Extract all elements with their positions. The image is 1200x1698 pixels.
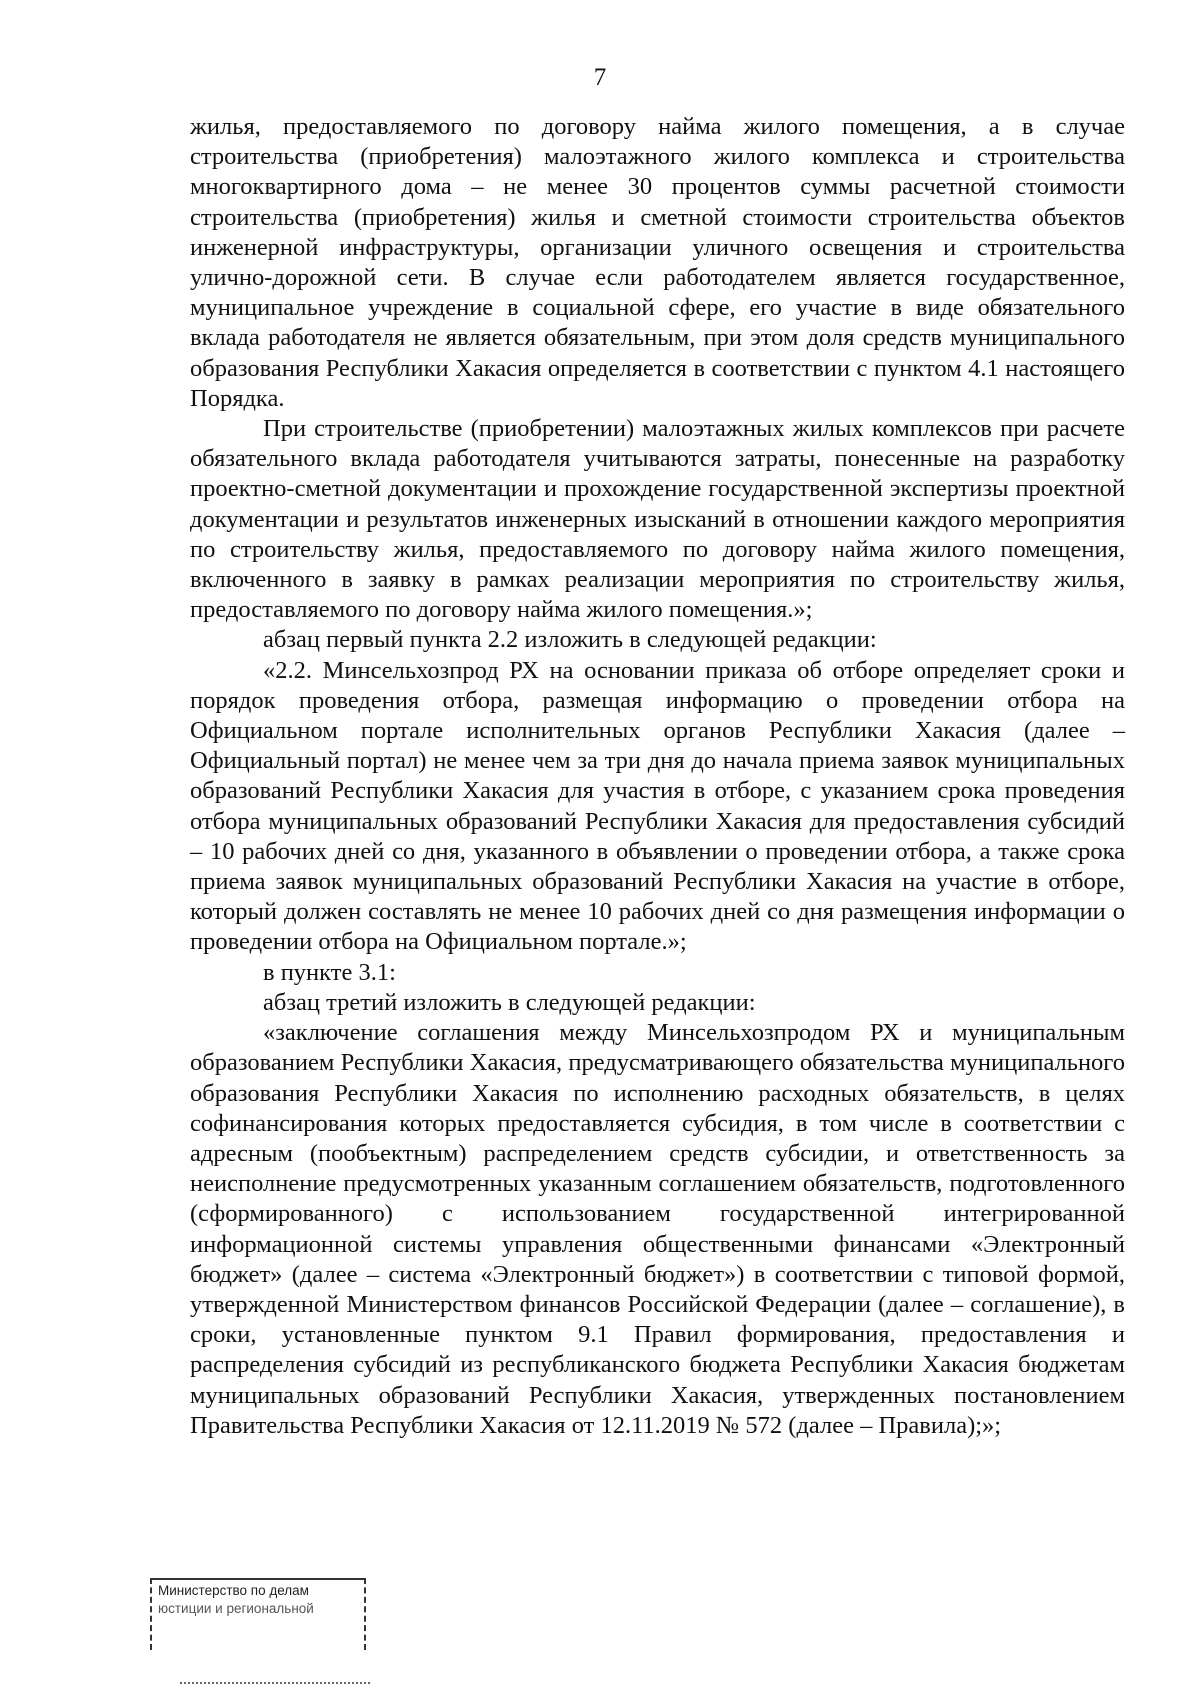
paragraph: абзац третий изложить в следующей редакции: (263, 988, 756, 1016)
paragraph: «заключение соглашения между Минсельхозпродом РХ и муниципальным образованием Республики Хакасия, предусматривающего обязательства муниципального образования Республики Хакасия по исполнению расходных обязательств, в целях софинансирования которых предоставляется субсидия, в том числе в соответствии с адресным (пообъектным) распределением средств субсидии, и ответственность за неисполнение предусмотренных указанным соглашением обязательств, подготовленного (сформированного) с использованием государственной интегрированной информационной системы управления общественными финансами «Электронный бюджет» (далее – система «Электронный бюджет») в соответствии с типовой формой, утвержденной Министерством финансов Российской Федерации (далее – соглашение), в сроки, установленные пунктом 9.1 Правил формирования, предоставления и распределения субсидий из республиканского бюджета Республики Хакасия бюджетам муниципальных образований Республики Хакасия, утвержденных постановлением Правительства Республики Хакасия от 12.11.2019 № 572 (далее – Правила);»; (190, 1019, 1125, 1439)
paragraph: При строительстве (приобретении) малоэтажных жилых комплексов при расчете обязательного вклада работодателя учитываются затраты, понесенные на разработку проектно-сметной документации и прохождение государственной экспертизы проектной документации и результатов инженерных изысканий в отношении каждого мероприятия по строительству жилья, предоставляемого по договору найма жилого помещения, включенного в заявку в рамках реализации мероприятия по строительству жилья, предоставляемого по договору найма жилого помещения.»; (190, 415, 1125, 624)
paragraph: «2.2. Минсельхозпрод РХ на основании приказа об отборе определяет сроки и порядок проведения отбора, размещая информацию о проведении отбора на Официальном портале исполнительных органов Республики Хакасия (далее – Официальный портал) не менее чем за три дня до начала приема заявок муниципальных образований Республики Хакасия для участия в отборе, с указанием срока проведения отбора муниципальных образований Республики Хакасия для предоставления субсидий – 10 рабочих дней со дня, указанного в объявлении о проведении отбора, а также срока приема заявок муниципальных образований Республики Хакасия на участие в отборе, который должен составлять не менее 10 рабочих дней со дня размещения информации о проведении отбора на Официальном портале.»; (190, 656, 1125, 956)
stamp-line-1: Министерство по делам (158, 1583, 309, 1598)
stamp-line-2: юстиции и региональной (158, 1601, 314, 1616)
paragraph: абзац первый пункта 2.2 изложить в следующей редакции: (263, 626, 877, 654)
page-number: 7 (593, 64, 607, 91)
stamp-bottom-border (180, 1682, 370, 1684)
paragraph: в пункте 3.1: (263, 958, 396, 986)
document-body (190, 112, 1125, 1441)
paragraph: жилья, предоставляемого по договору найма жилого помещения, а в случае строительства (приобретения) малоэтажного жилого комплекса и строительства многоквартирного дома – не менее 30 процентов суммы расчетной стоимости строительства (приобретения) жилья и сметной стоимости строительства объектов инженерной инфраструктуры, организации уличного освещения и строительства улично-дорожной сети. В случае если работодателем является государственное, муниципальное учреждение в социальной сфере, его участие в виде обязательного вклада работодателя не является обязательным, при этом доля средств муниципального образования Республики Хакасия определяется в соответствии с пунктом 4.1 настоящего Порядка. (190, 113, 1125, 412)
registration-stamp (150, 1578, 366, 1650)
